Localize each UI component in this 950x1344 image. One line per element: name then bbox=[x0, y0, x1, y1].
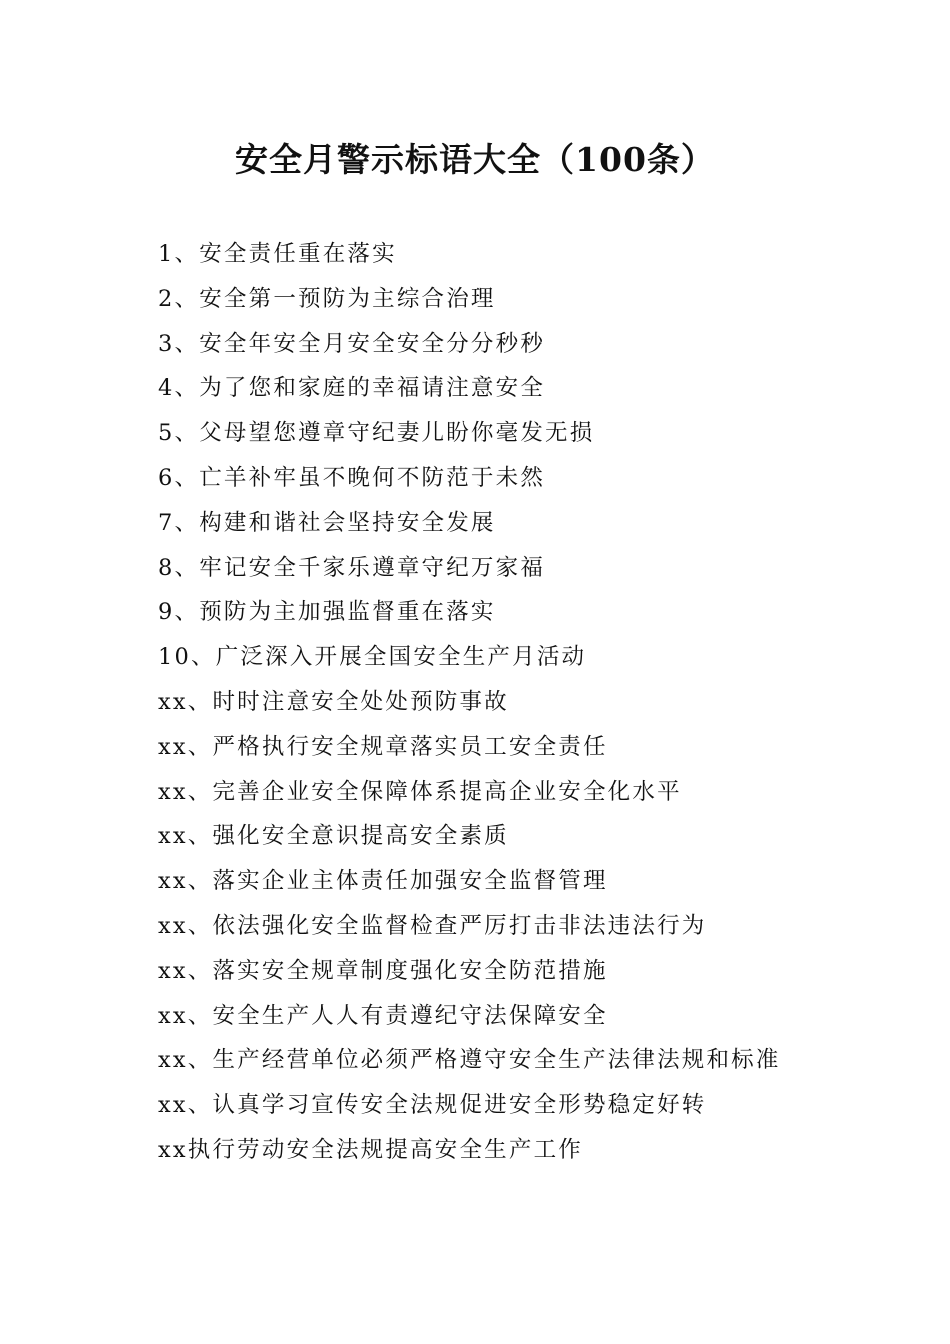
list-item: xx执行劳动安全法规提高安全生产工作 bbox=[158, 1136, 583, 1163]
list-item: xx、生产经营单位必须严格遵守安全生产法律法规和标准 bbox=[158, 1047, 781, 1074]
list-item: 3、安全年安全月安全安全分分秒秒 bbox=[158, 330, 546, 357]
list-item: xx、完善企业安全保障体系提高企业安全化水平 bbox=[158, 778, 682, 805]
list-item: 9、预防为主加强监督重在落实 bbox=[158, 599, 496, 626]
list-item: 10、广泛深入开展全国安全生产月活动 bbox=[158, 644, 587, 671]
list-item: 4、为了您和家庭的幸福请注意安全 bbox=[158, 375, 546, 402]
page-title: 安全月警示标语大全（100条） bbox=[235, 140, 715, 179]
list-item: xx、依法强化安全监督检查严厉打击非法违法行为 bbox=[158, 912, 707, 939]
list-item: xx、落实安全规章制度强化安全防范措施 bbox=[158, 957, 608, 984]
list-item: xx、安全生产人人有责遵纪守法保障安全 bbox=[158, 1002, 608, 1029]
list-item: xx、认真学习宣传安全法规促进安全形势稳定好转 bbox=[158, 1092, 707, 1119]
list-item: 2、安全第一预防为主综合治理 bbox=[158, 285, 496, 312]
list-item: xx、落实企业主体责任加强安全监督管理 bbox=[158, 868, 608, 895]
slogan-list bbox=[158, 232, 878, 1173]
list-item: xx、时时注意安全处处预防事故 bbox=[158, 688, 509, 715]
list-item: xx、严格执行安全规章落实员工安全责任 bbox=[158, 733, 608, 760]
list-item: 7、构建和谐社会坚持安全发展 bbox=[158, 509, 496, 536]
list-item: xx、强化安全意识提高安全素质 bbox=[158, 823, 509, 850]
list-item: 1、安全责任重在落实 bbox=[158, 241, 397, 267]
list-item: 8、牢记安全千家乐遵章守纪万家福 bbox=[158, 554, 546, 581]
list-item: 5、父母望您遵章守纪妻儿盼你毫发无损 bbox=[158, 420, 595, 447]
list-item: 6、亡羊补牢虽不晚何不防范于未然 bbox=[158, 464, 546, 491]
